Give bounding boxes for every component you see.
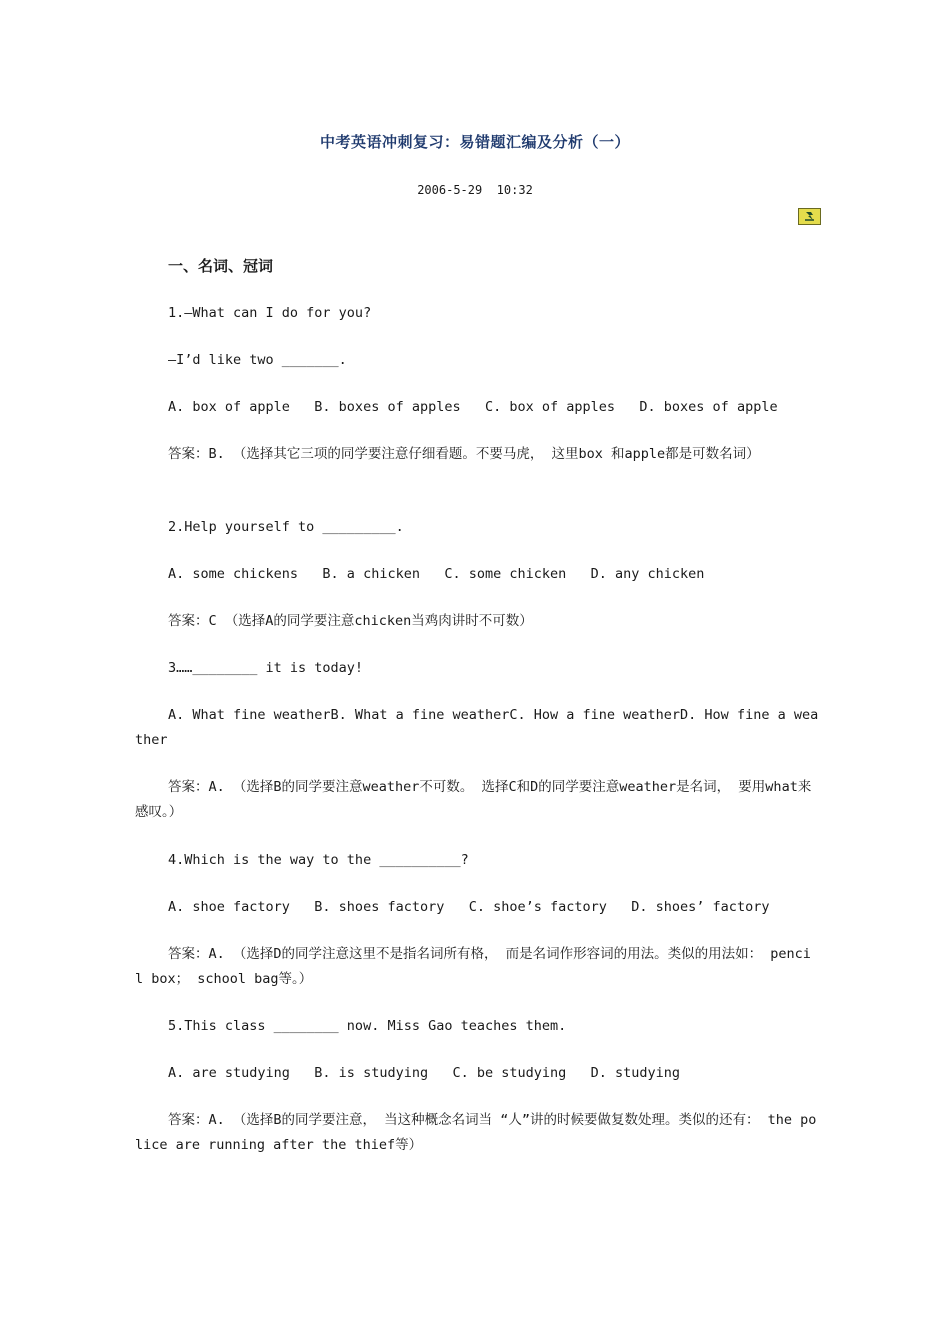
question-line: 1.—What can I do for you?	[168, 305, 372, 321]
answer-line: 答案：B. （选择其它三项的同学要注意仔细看题。不要马虎， 这里box 和apple都是可数名词）	[168, 446, 760, 462]
options-line: A. What fine weatherB. What a fine weatherC. How a fine weatherD. How fine a weather	[135, 707, 819, 748]
question-line: —I’d like two _______.	[168, 352, 347, 368]
question-line: 2.Help yourself to _________.	[168, 519, 404, 535]
publish-date: 2006-5-29 10:32	[417, 183, 533, 197]
answer-line: 答案：A. （选择B的同学要注意weather不可数。 选择C和D的同学要注意weather是名词， 要用what来感叹。）	[135, 779, 812, 820]
question-line: 5.This class ________ now. Miss Gao teaches them.	[168, 1018, 567, 1034]
download-icon[interactable]	[798, 208, 821, 225]
answer-line: 答案：A. （选择D的同学注意这里不是指名词所有格， 而是名词作形容词的用法。类似的用法如： pencil box； school bag等。）	[135, 946, 811, 987]
options-line: A. shoe factory B. shoes factory C. shoe’s factory D. shoes’ factory	[168, 899, 770, 915]
options-line: A. some chickens B. a chicken C. some chicken D. any chicken	[168, 566, 705, 582]
document-title: 中考英语冲刺复习：易错题汇编及分析（一）	[319, 133, 630, 151]
answer-line: 答案：A. （选择B的同学要注意， 当这种概念名词当 “人”讲的时候要做复数处理。类似的还有： the police are running after the thief等）	[135, 1112, 817, 1153]
section-heading: 一、名词、冠词	[168, 257, 274, 275]
question-line: 4.Which is the way to the __________?	[168, 852, 469, 868]
options-line: A. are studying B. is studying C. be studying D. studying	[168, 1065, 681, 1081]
question-line: 3……________ it is today!	[168, 660, 364, 676]
answer-line: 答案：C （选择A的同学要注意chicken当鸡肉讲时不可数）	[168, 613, 533, 629]
options-line: A. box of apple B. boxes of apples C. box of apples D. boxes of apple	[168, 399, 778, 415]
